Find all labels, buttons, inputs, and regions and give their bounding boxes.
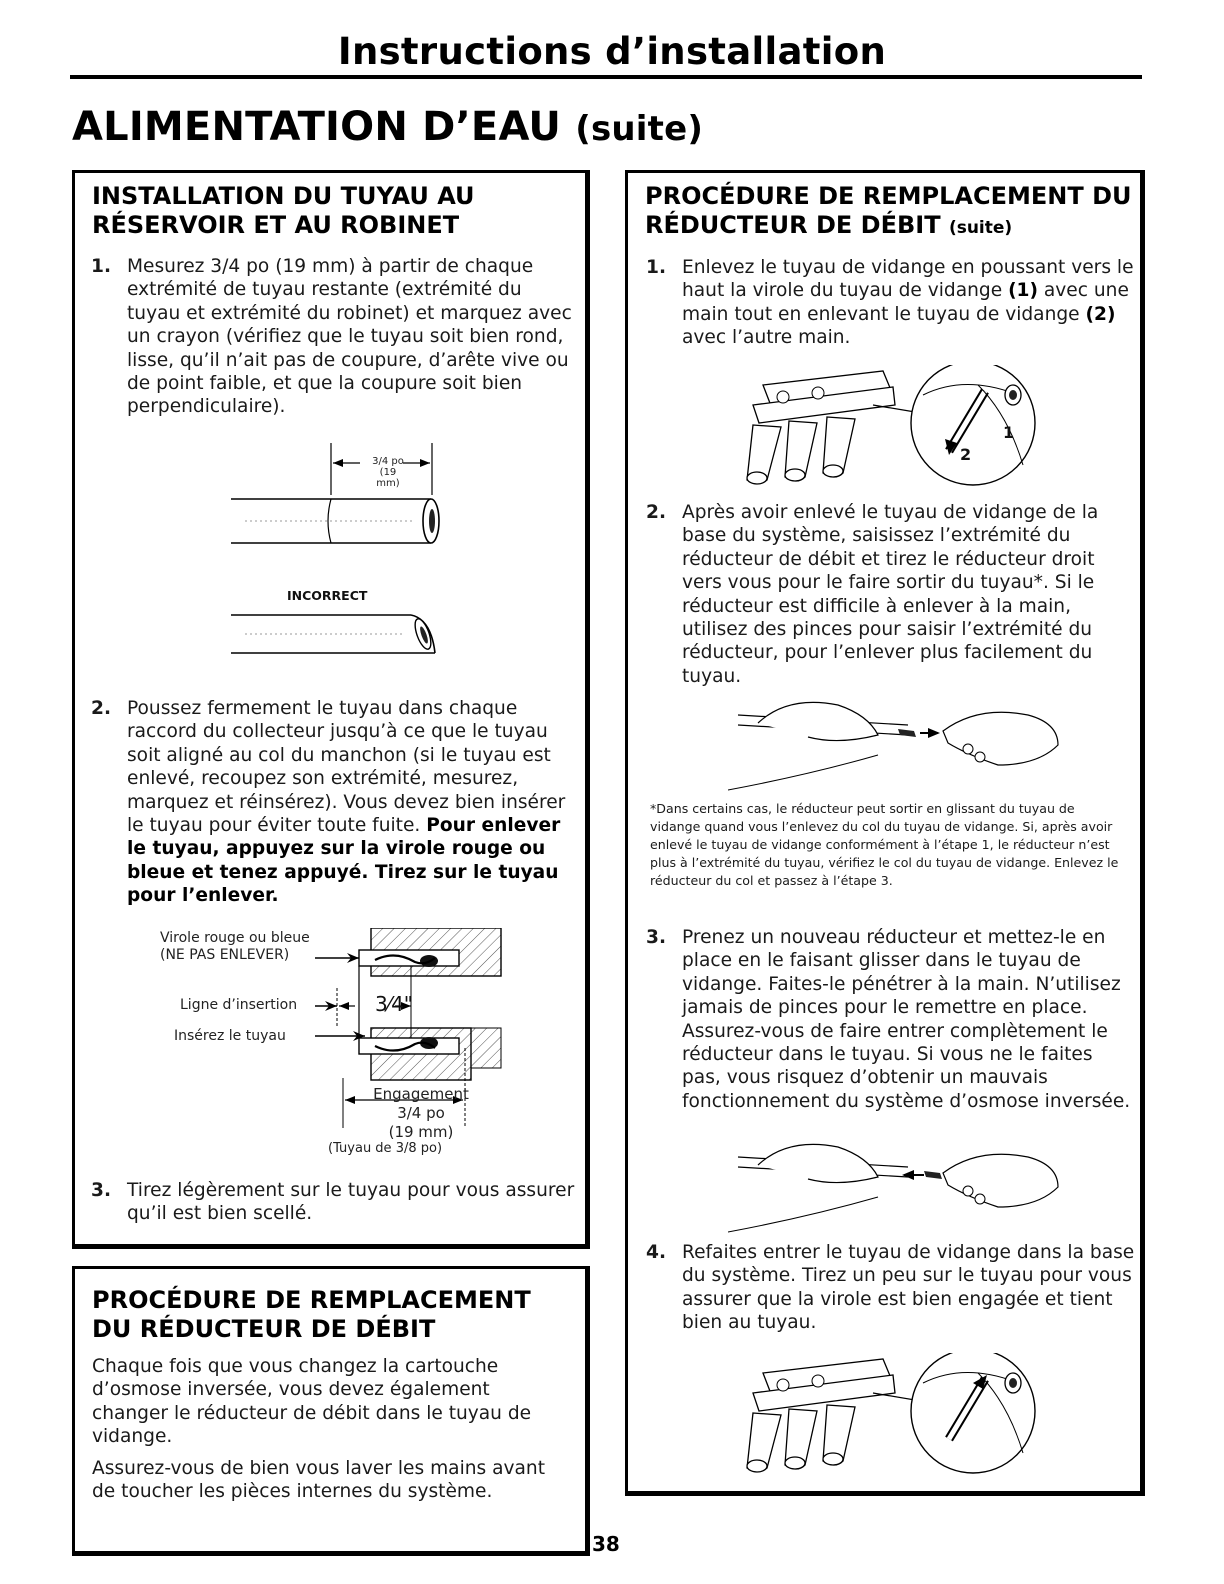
measure-mm: (19 mm) <box>376 467 400 489</box>
restrictor-removal-illustration <box>728 695 1068 795</box>
step-2-text: Poussez fermement le tuyau dans chaque raccord du collecteur jusqu’à ce que le tuyau soit aligné au col du manchon (si le tuyau est enlevé, recoupez son extrémité, mesurez, marquez et réinsérez). Vous devez bien insérer le tuyau pour éviter toute fuite. <box>127 698 566 837</box>
step-number: 1. <box>646 257 667 278</box>
tubing-section-title: INSTALLATION DU TUYAU AU RÉSERVOIR ET AU ROBINET <box>92 182 475 239</box>
drain-tube-reinsert-illustration <box>723 1353 1053 1483</box>
flow-restrictor-intro-box <box>72 1266 590 1556</box>
step-number: 3. <box>646 927 667 948</box>
step-1-text-b: avec une main tout en enlevant le tuyau de vidange <box>682 280 1129 325</box>
header-title: Instructions d’installation <box>337 30 887 73</box>
restrictor-footnote: *Dans certains cas, le réducteur peut sortir en glissant du tuyau de vidange quand vous l’enlevez du col du tuyau de vidange. Si, après avoir enlevé le tuyau de vidange conformément à l’étape 1, le réducteur n’est plus à l’extrémité du tuyau, vérifiez le col du tuyau de vidange. Enlevez le réducteur du col et passez à l’étape 3. <box>650 801 1119 888</box>
step-text: Mesurez 3/4 po (19 mm) à partir de chaque extrémité de tuyau restante (extrémité du tuyau et extrémité du robinet) et marquez avec un crayon (vérifiez que le tuyau soit bien rond, lisse, qu’il n’ait pas de coupure, d’arête vive ou de point faible, et que la coupure soit bien perpendiculaire). <box>127 256 572 418</box>
tube-size-label: (Tuyau de 3/8 po) <box>328 1141 443 1156</box>
tubing-step-1 <box>91 255 576 419</box>
page-title-main: ALIMENTATION D’EAU <box>72 104 562 150</box>
tube-measure-diagram <box>225 443 465 663</box>
engagement-title: Engagement <box>373 1085 469 1103</box>
restrictor-section-title: PROCÉDURE DE REMPLACEMENT DU RÉDUCTEUR DE DÉBIT <box>92 1286 531 1343</box>
step-text: Tirez légèrement sur le tuyau pour vous assurer qu’il est bien scellé. <box>127 1180 575 1225</box>
tubing-step-3 <box>91 1179 576 1226</box>
page-title <box>72 104 703 150</box>
measure-label <box>368 456 408 489</box>
engagement-po: 3/4 po <box>397 1104 445 1122</box>
restrictor-step-4 <box>646 1241 1136 1335</box>
restrictor-step-3 <box>646 926 1136 1113</box>
engagement-label <box>351 1085 491 1142</box>
restrictor-cont-title-main: PROCÉDURE DE REMPLACEMENT DU RÉDUCTEUR DE DÉBIT <box>645 182 1132 239</box>
step-2-bold-text: Pour enlever le tuyau, appuyez sur la virole rouge ou bleue et tenez appuyé. Tirez sur le tuyau pour l’enlever. <box>127 815 561 907</box>
insert-tube-label: Insérez le tuyau <box>174 1028 286 1044</box>
step-number: 3. <box>91 1180 112 1201</box>
page-title-suffix: (suite) <box>575 109 704 149</box>
step-text: Après avoir enlevé le tuyau de vidange de la base du système, saisissez l’extrémité du réducteur de débit et tirez le réducteur droit vers vous pour le faire sortir du tuyau*. Si le réducteur est difficile à enlever à la main, utilisez des pinces pour saisir l’extrémité du réducteur, pour l’enlever plus facilement du tuyau. <box>682 502 1099 687</box>
callout-1-label: 1 <box>1003 423 1015 442</box>
step-1-text-a: Enlevez le tuyau de vidange en poussant vers le haut la virole du tuyau de vidange <box>682 257 1134 302</box>
callout-2-label: 2 <box>960 445 972 464</box>
step-text <box>127 697 576 908</box>
collet-label-line2: (NE PAS ENLEVER) <box>160 947 290 963</box>
restrictor-para-2: Assurez-vous de bien vous laver les mains avant de toucher les pièces internes du système. <box>92 1458 545 1503</box>
tubing-step-2 <box>91 697 576 908</box>
step-number: 2. <box>646 502 667 523</box>
collet-label <box>160 930 310 964</box>
measure-po: 3/4 po <box>372 456 404 467</box>
restrictor-step-1 <box>646 256 1136 350</box>
insertion-line-label: Ligne d’insertion <box>180 997 298 1013</box>
step-number: 1. <box>91 256 112 277</box>
callout-ref-1: (1) <box>1008 280 1038 302</box>
step-text: Prenez un nouveau réducteur et mettez-le en place en le faisant glisser dans le tuyau de vidange. Faites-le pénétrer à la main. N’utilisez jamais de pinces pour le remettre en place. Assurez-vous de faire entrer complètement le réducteur dans le tuyau. Si vous ne le faites pas, vous risquez d’obtenir un mauvais fonctionnement du système d’osmose inversée. <box>682 927 1131 1112</box>
step-text: Refaites entrer le tuyau de vidange dans la base du système. Tirez un peu sur le tuyau pour vous assurer que la virole est bien engagée et tient bien au tuyau. <box>682 1242 1135 1334</box>
tubing-installation-box <box>72 170 590 1249</box>
engagement-mm: (19 mm) <box>388 1123 454 1141</box>
step-text <box>682 256 1136 350</box>
flow-restrictor-continued-box <box>625 170 1145 1496</box>
collet-label-line1: Virole rouge ou bleue <box>160 930 310 946</box>
restrictor-insertion-illustration <box>728 1137 1068 1237</box>
restrictor-cont-title <box>645 182 1135 243</box>
restrictor-para-1: Chaque fois que vous changez la cartouche d’osmose inversée, vous devez également changer le réducteur de débit dans le tuyau de vidange. <box>92 1356 532 1448</box>
restrictor-step-2 <box>646 501 1136 688</box>
step-number: 2. <box>91 698 112 719</box>
callout-ref-2: (2) <box>1085 303 1116 325</box>
step-1-text-c: avec l’autre main. <box>682 327 851 349</box>
header-rule <box>70 75 1142 79</box>
restrictor-cont-title-suffix: (suite) <box>948 218 1013 238</box>
page-number: 38 <box>592 1532 620 1556</box>
incorrect-label: INCORRECT <box>287 588 368 603</box>
fraction-label: 3⁄4" <box>375 992 413 1016</box>
step-number: 4. <box>646 1242 667 1263</box>
